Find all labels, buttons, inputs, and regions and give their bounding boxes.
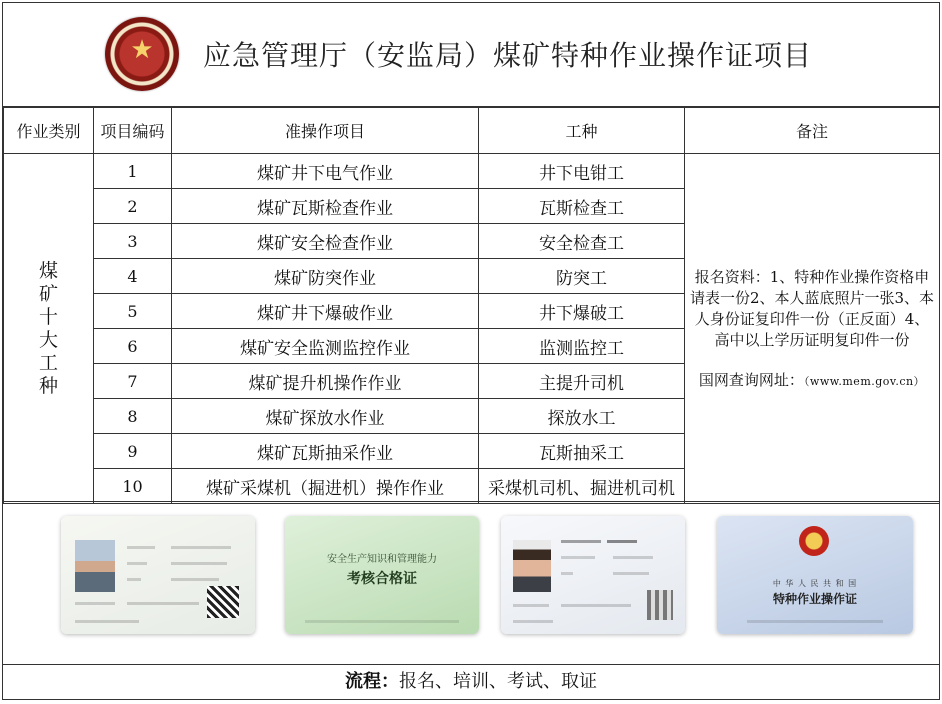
remark-materials: 报名资料：1、特种作业操作资格申请表一份2、本人蓝底照片一张3、本人身份证复印件一份（正反面）4、高中以上学历证明复印件一份 bbox=[689, 268, 935, 349]
project-cell: 煤矿井下电气作业 bbox=[172, 154, 479, 189]
text-line bbox=[513, 620, 553, 623]
code-cell: 9 bbox=[94, 434, 172, 469]
text-line bbox=[127, 562, 147, 565]
category-label: 煤矿十大工种 bbox=[38, 259, 58, 397]
text-line bbox=[561, 556, 595, 559]
id-card-sample-1 bbox=[61, 516, 255, 634]
project-cell: 煤矿井下爆破作业 bbox=[172, 294, 479, 329]
text-line bbox=[613, 556, 653, 559]
project-cell: 煤矿防突作业 bbox=[172, 259, 479, 294]
code-cell: 8 bbox=[94, 399, 172, 434]
code-cell: 7 bbox=[94, 364, 172, 399]
text-line bbox=[127, 546, 155, 549]
column-header-remark: 备注 bbox=[685, 108, 940, 154]
project-cell: 煤矿安全检查作业 bbox=[172, 224, 479, 259]
query-website bbox=[689, 369, 935, 390]
text-line bbox=[607, 540, 637, 543]
text-line bbox=[127, 578, 141, 581]
table-row bbox=[4, 154, 940, 189]
portrait-photo bbox=[75, 540, 115, 592]
category-cell bbox=[4, 154, 94, 504]
text-line bbox=[613, 572, 649, 575]
text-line bbox=[305, 620, 459, 623]
job-type-cell: 防突工 bbox=[479, 259, 685, 294]
text-line bbox=[171, 562, 227, 565]
code-cell: 3 bbox=[94, 224, 172, 259]
text-line bbox=[171, 578, 219, 581]
job-type-cell: 采煤机司机、掘进机司机 bbox=[479, 469, 685, 504]
job-type-cell: 监测监控工 bbox=[479, 329, 685, 364]
column-header-project: 准操作项目 bbox=[172, 108, 479, 154]
column-header-code: 项目编码 bbox=[94, 108, 172, 154]
process-label: 流程： bbox=[345, 671, 399, 692]
portrait-photo bbox=[513, 540, 551, 592]
project-cell: 煤矿探放水作业 bbox=[172, 399, 479, 434]
text-line bbox=[561, 540, 601, 543]
job-type-cell: 井下爆破工 bbox=[479, 294, 685, 329]
code-cell: 6 bbox=[94, 329, 172, 364]
text-line bbox=[75, 602, 115, 605]
code-cell: 2 bbox=[94, 189, 172, 224]
project-cell: 煤矿安全监测监控作业 bbox=[172, 329, 479, 364]
text-line bbox=[171, 546, 231, 549]
job-type-cell: 安全检查工 bbox=[479, 224, 685, 259]
table-header-row bbox=[4, 108, 940, 154]
query-url: （www.mem.gov.cn） bbox=[803, 375, 926, 388]
text-line bbox=[127, 602, 199, 605]
project-cell: 煤矿瓦斯检查作业 bbox=[172, 189, 479, 224]
national-emblem-icon bbox=[799, 526, 829, 556]
code-cell: 5 bbox=[94, 294, 172, 329]
card2-line1: 安全生产知识和管理能力 bbox=[327, 554, 437, 565]
job-type-cell: 井下电钳工 bbox=[479, 154, 685, 189]
safety-certificate-sample bbox=[285, 516, 479, 634]
job-type-cell: 瓦斯抽采工 bbox=[479, 434, 685, 469]
text-line bbox=[747, 620, 883, 623]
id-card-sample-2 bbox=[501, 516, 685, 634]
job-type-cell: 主提升司机 bbox=[479, 364, 685, 399]
text-line bbox=[75, 620, 139, 623]
card2-line2: 考核合格证 bbox=[347, 571, 417, 587]
qr-code bbox=[207, 586, 239, 618]
project-cell: 煤矿采煤机（掘进机）操作作业 bbox=[172, 469, 479, 504]
remark-cell bbox=[685, 154, 940, 504]
code-cell: 4 bbox=[94, 259, 172, 294]
project-cell: 煤矿提升机操作作业 bbox=[172, 364, 479, 399]
header bbox=[3, 3, 939, 107]
document-sheet bbox=[2, 2, 940, 700]
query-label: 国网查询网址： bbox=[698, 371, 804, 389]
job-type-cell: 探放水工 bbox=[479, 399, 685, 434]
job-type-cell: 瓦斯检查工 bbox=[479, 189, 685, 224]
text-line bbox=[513, 604, 549, 607]
star-icon: ★ bbox=[130, 35, 154, 65]
process-footer bbox=[3, 665, 939, 699]
text-line bbox=[561, 572, 573, 575]
column-header-category: 作业类别 bbox=[4, 108, 94, 154]
card4-line1: 中 华 人 民 共 和 国 bbox=[772, 579, 858, 588]
column-header-job-type: 工种 bbox=[479, 108, 685, 154]
code-cell: 1 bbox=[94, 154, 172, 189]
card4-line2: 特种作业操作证 bbox=[772, 592, 857, 606]
certificate-table bbox=[3, 107, 940, 504]
code-cell: 10 bbox=[94, 469, 172, 504]
special-operation-certificate-sample bbox=[717, 516, 913, 634]
blurred-qr-code bbox=[647, 590, 673, 620]
agency-seal-logo bbox=[105, 17, 179, 91]
text-line bbox=[561, 604, 631, 607]
process-steps: 报名、培训、考试、取证 bbox=[399, 671, 597, 692]
certificate-samples bbox=[3, 501, 939, 665]
project-cell: 煤矿瓦斯抽采作业 bbox=[172, 434, 479, 469]
page-title: 应急管理厅（安监局）煤矿特种作业操作证项目 bbox=[203, 39, 813, 72]
